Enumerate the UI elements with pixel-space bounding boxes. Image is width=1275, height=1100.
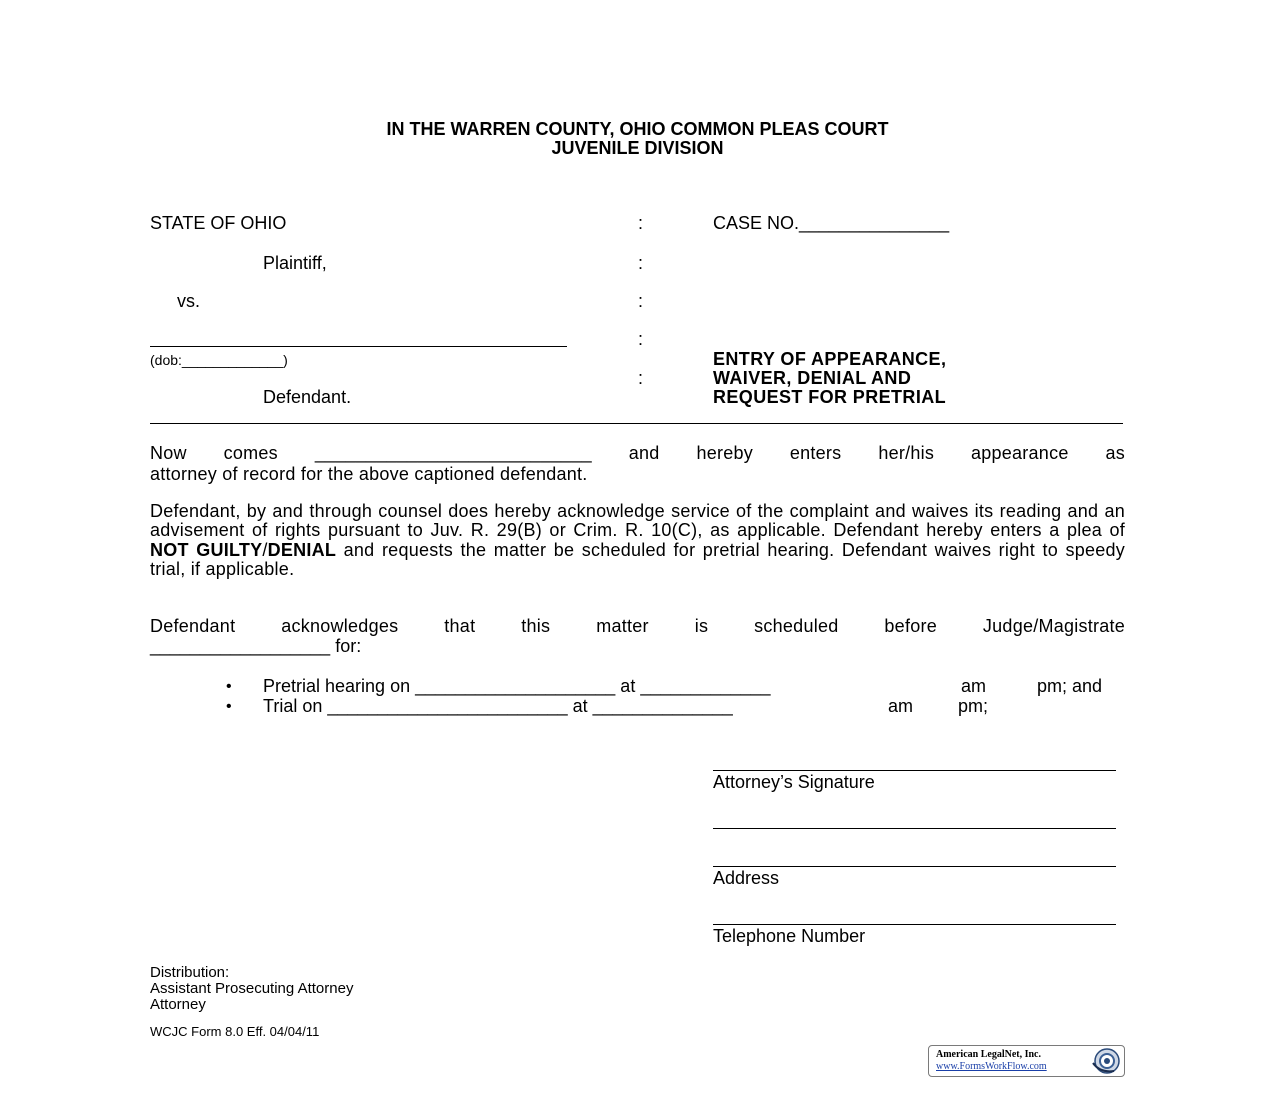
plea-not-guilty: NOT GUILTY — [150, 539, 263, 560]
telephone-label: Telephone Number — [713, 926, 866, 946]
bullet-icon: • — [226, 698, 232, 715]
court-division: JUVENILE DIVISION — [551, 138, 724, 158]
trial-am-option[interactable]: am — [888, 696, 914, 716]
address-line[interactable] — [713, 866, 1116, 867]
vendor-name: American LegalNet, Inc. — [936, 1049, 1041, 1060]
caption-colon: : — [638, 291, 644, 311]
caption-colon: : — [638, 253, 644, 273]
attorney-name-line[interactable] — [713, 828, 1116, 829]
waiver-paragraph — [150, 502, 1125, 580]
document-title-line2: WAIVER, DENIAL AND — [713, 368, 912, 388]
waiver-text-end: and requests the matter be scheduled for pretrial hearing. Defendant waives right to speedy trial, if applicable. — [150, 539, 1125, 580]
appearance-paragraph-line2: attorney of record for the above captioned defendant. — [150, 464, 588, 484]
plaintiff-role: Plaintiff, — [263, 253, 327, 273]
caption-colon: : — [638, 329, 644, 349]
bullet-icon: • — [226, 678, 232, 695]
pretrial-pm-option[interactable]: pm; and — [1037, 676, 1103, 696]
plaintiff-party: STATE OF OHIO — [150, 213, 287, 233]
scheduling-paragraph-line1: Defendant acknowledges that this matter is scheduled before Judge/Magistrate — [150, 616, 1125, 636]
appearance-paragraph-line1: Now comes ___________________________ and hereby enters her/his appearance as — [150, 443, 1125, 463]
court-name: IN THE WARREN COUNTY, OHIO COMMON PLEAS COURT — [386, 119, 889, 139]
versus-label: vs. — [177, 291, 201, 311]
distribution-item-attorney: Attorney — [150, 996, 206, 1013]
waiver-text: Defendant, by and through counsel does hereby acknowledge service of the complaint and waives its reading and an advisement of rights pursuant to Juv. R. 29(B) or Crim. R. 10(C), as applicable. Defendant hereby enters a plea of — [150, 501, 1125, 541]
trial-date-field[interactable]: Trial on ________________________ at ______________ — [263, 696, 733, 716]
vendor-logo-icon — [1088, 1047, 1122, 1075]
address-label: Address — [713, 868, 780, 888]
vendor-badge[interactable] — [928, 1045, 1125, 1077]
form-identifier: WCJC Form 8.0 Eff. 04/04/11 — [150, 1024, 320, 1039]
telephone-line[interactable] — [713, 924, 1116, 925]
dob-field[interactable]: (dob:_____________) — [150, 352, 288, 368]
caption-divider — [150, 423, 1123, 424]
document-title-line1: ENTRY OF APPEARANCE, — [713, 349, 947, 369]
magistrate-name-field[interactable]: __________________ for: — [150, 636, 362, 656]
vendor-link[interactable]: www.FormsWorkFlow.com — [936, 1061, 1047, 1072]
caption-colon: : — [638, 213, 644, 233]
defendant-role: Defendant. — [263, 387, 352, 407]
caption-colon: : — [638, 368, 644, 388]
plea-separator: / — [262, 539, 268, 560]
distribution-item-prosecutor: Assistant Prosecuting Attorney — [150, 980, 354, 997]
attorney-signature-label: Attorney’s Signature — [713, 772, 875, 792]
plea-denial: DENIAL — [267, 539, 337, 560]
document-title-line3: REQUEST FOR PRETRIAL — [713, 387, 947, 407]
case-number-field[interactable]: CASE NO._______________ — [713, 213, 950, 233]
pretrial-hearing-field[interactable]: Pretrial hearing on ____________________ at _____________ — [263, 676, 771, 696]
trial-pm-option[interactable]: pm; — [958, 696, 989, 716]
pretrial-am-option[interactable]: am — [961, 676, 987, 696]
defendant-name-line[interactable] — [150, 346, 567, 347]
attorney-signature-line[interactable] — [713, 770, 1116, 771]
distribution-heading: Distribution: — [150, 964, 230, 981]
